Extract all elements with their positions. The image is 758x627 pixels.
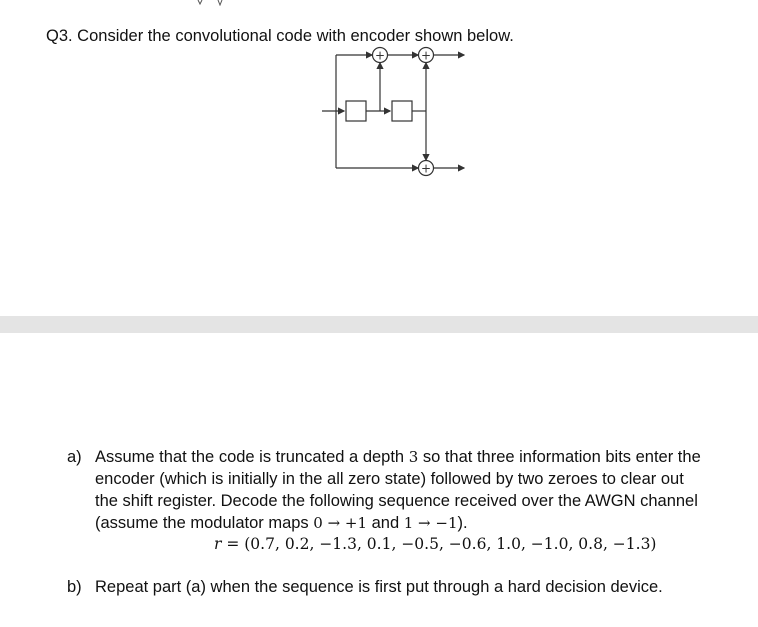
depth-value: 3 <box>408 448 419 466</box>
adder-3-symbol: + <box>420 161 432 176</box>
part-a-label: a) <box>67 448 82 466</box>
equation-variable: r <box>214 535 222 553</box>
part-a-line-1: Assume that the code is truncated a depth 3 so that three information bits enter the <box>95 448 701 466</box>
equation-values: = (0.7, 0.2, −1.3, 0.1, −0.5, −0.6, 1.0, −1.0, 0.8, −1.3) <box>221 535 657 553</box>
convolutional-encoder-diagram <box>0 0 758 200</box>
shift-register-2 <box>392 101 412 121</box>
page-separator-band <box>0 316 758 333</box>
adder-1-symbol: + <box>374 48 386 63</box>
part-b-label: b) <box>67 578 82 596</box>
shift-register-1 <box>346 101 366 121</box>
mapping-one: 1 → −1 <box>403 514 458 532</box>
received-sequence-equation <box>214 534 656 554</box>
part-a-line-2: encoder (which is initially in the all zero state) followed by two zeroes to clear out <box>95 470 684 488</box>
mapping-zero: 0 → +1 <box>313 514 368 532</box>
part-b-text: Repeat part (a) when the sequence is first put through a hard decision device. <box>95 578 663 596</box>
part-a-text <box>95 446 745 534</box>
question-title: Q3. Consider the convolutional code with encoder shown below. <box>46 27 514 45</box>
adder-2-symbol: + <box>420 48 432 63</box>
part-a-line-3: the shift register. Decode the following sequence received over the AWGN channel <box>95 492 698 510</box>
part-a-line-4: (assume the modulator maps 0 → +1 and 1 → −1). <box>95 514 468 532</box>
